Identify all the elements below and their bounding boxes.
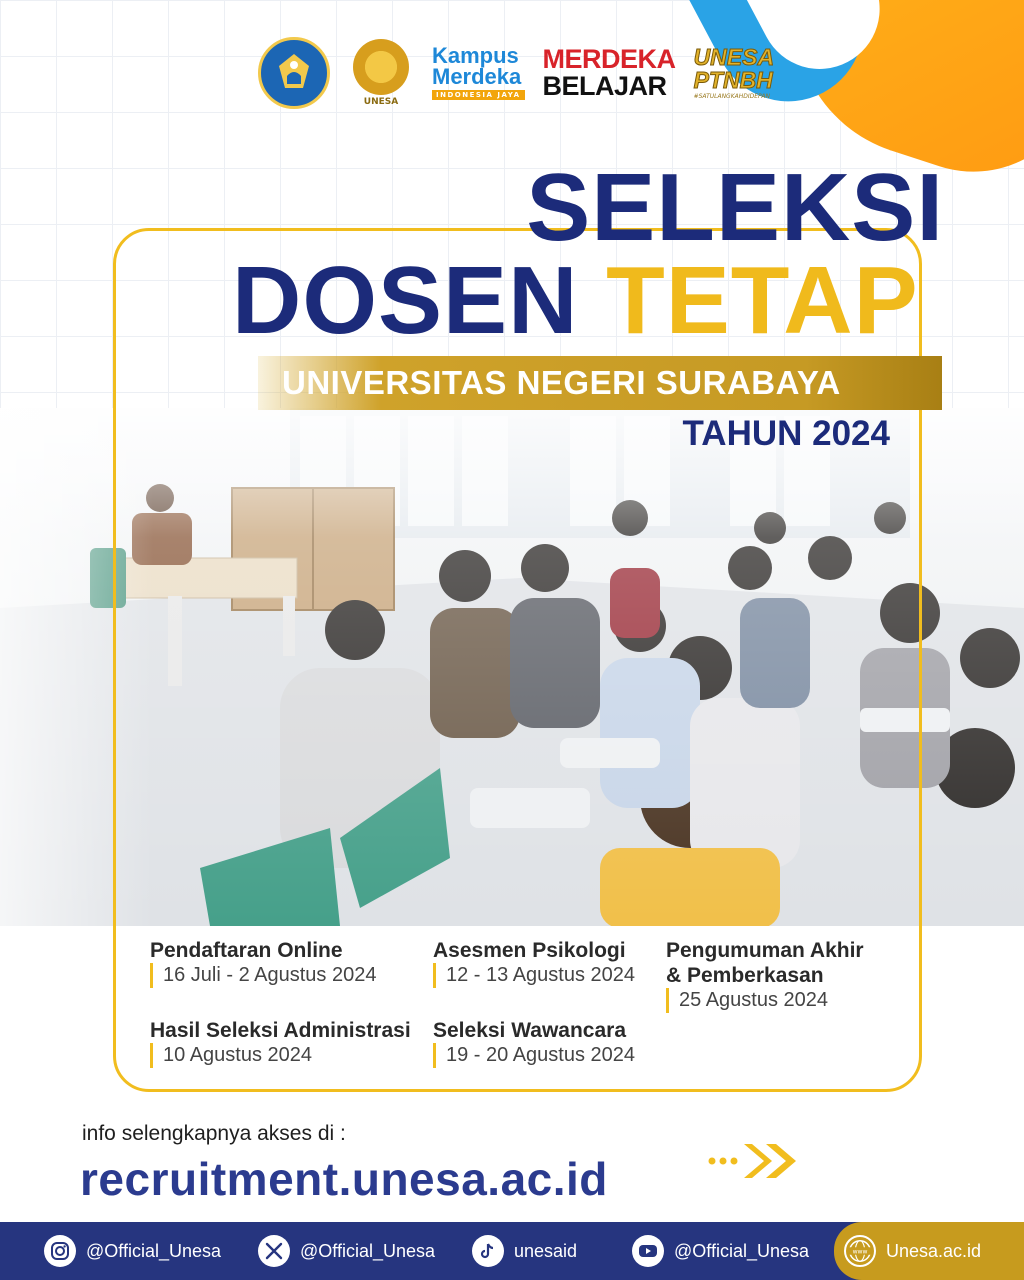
university-name: UNIVERSITAS NEGERI SURABAYA xyxy=(282,364,841,401)
footer-x-handle: @Official_Unesa xyxy=(300,1240,435,1261)
ptnbh-line2: PTNBH xyxy=(693,67,773,93)
footer-x[interactable] xyxy=(258,1233,435,1269)
title-tetap: TETAP xyxy=(606,247,919,354)
schedule-date: 19 - 20 Agustus 2024 xyxy=(433,1043,635,1068)
title-dosen: DOSEN xyxy=(232,247,579,354)
globe-www-text: www xyxy=(852,1248,868,1256)
ptnbh-line1: UNESA xyxy=(693,44,775,70)
unesa-logo xyxy=(348,39,414,107)
schedule-date: 12 - 13 Agustus 2024 xyxy=(433,963,635,988)
university-band xyxy=(258,356,942,410)
tiktok-icon xyxy=(472,1235,504,1267)
kemdikbud-logo xyxy=(258,37,330,109)
logo-row xyxy=(258,28,774,118)
footer-website[interactable] xyxy=(834,1222,1024,1280)
kampus-merdeka-tag: INDONESIA JAYA xyxy=(432,90,525,101)
footer-youtube-handle: @Official_Unesa xyxy=(674,1240,809,1261)
ptnbh-tag: #SATULANGKAHDIDEPAN xyxy=(693,93,770,100)
schedule-item-wawancara xyxy=(433,1018,635,1068)
footer-instagram[interactable] xyxy=(44,1233,221,1269)
schedule-date: 25 Agustus 2024 xyxy=(666,988,864,1013)
youtube-icon xyxy=(632,1235,664,1267)
schedule-item-pengumuman xyxy=(666,938,864,1013)
footer-bar xyxy=(0,1222,1024,1280)
schedule-title-line2: & Pemberkasan xyxy=(666,964,824,987)
footer-tiktok-handle: unesaid xyxy=(514,1240,578,1261)
schedule-item-pendaftaran xyxy=(150,938,376,988)
footer-instagram-handle: @Official_Unesa xyxy=(86,1240,221,1261)
schedule-title: Hasil Seleksi Administrasi xyxy=(150,1019,411,1042)
schedule-title: Asesmen Psikologi xyxy=(433,939,626,962)
merdeka-belajar-line2: BELAJAR xyxy=(542,71,667,101)
merdeka-belajar-line1: MERDEKA xyxy=(542,44,676,74)
schedule-item-asesmen xyxy=(433,938,635,988)
kampus-merdeka-logo xyxy=(432,42,525,100)
footer-tiktok[interactable] xyxy=(472,1233,577,1269)
title-dosen-tetap xyxy=(232,247,919,354)
x-twitter-icon xyxy=(258,1235,290,1267)
schedule-title-line1: Pengumuman Akhir xyxy=(666,939,864,962)
schedule-title: Pendaftaran Online xyxy=(150,939,343,962)
footer-youtube[interactable] xyxy=(632,1233,809,1269)
recruitment-url-link[interactable]: recruitment.unesa.ac.id xyxy=(80,1153,608,1205)
unesa-ptnbh-logo xyxy=(694,46,775,100)
title-seleksi: SELEKSI xyxy=(526,154,944,261)
double-chevron-right-icon xyxy=(708,1140,804,1182)
schedule-item-hasil-administrasi xyxy=(150,1018,411,1068)
kampus-merdeka-line1: Kampus xyxy=(432,42,519,68)
schedule-date: 16 Juli - 2 Agustus 2024 xyxy=(150,963,376,988)
info-label: info selengkapnya akses di : xyxy=(82,1122,346,1145)
unesa-emblem xyxy=(353,39,409,95)
schedule-date: 10 Agustus 2024 xyxy=(150,1043,411,1068)
unesa-logo-label: UNESA xyxy=(363,97,399,107)
footer-website-link: Unesa.ac.id xyxy=(886,1240,982,1261)
kampus-merdeka-line2: Merdeka xyxy=(432,63,522,89)
instagram-icon xyxy=(44,1235,76,1267)
schedule-title: Seleksi Wawancara xyxy=(433,1019,626,1042)
merdeka-belajar-logo xyxy=(543,46,676,100)
year-label: TAHUN 2024 xyxy=(682,414,890,453)
globe-www-icon xyxy=(844,1235,876,1267)
